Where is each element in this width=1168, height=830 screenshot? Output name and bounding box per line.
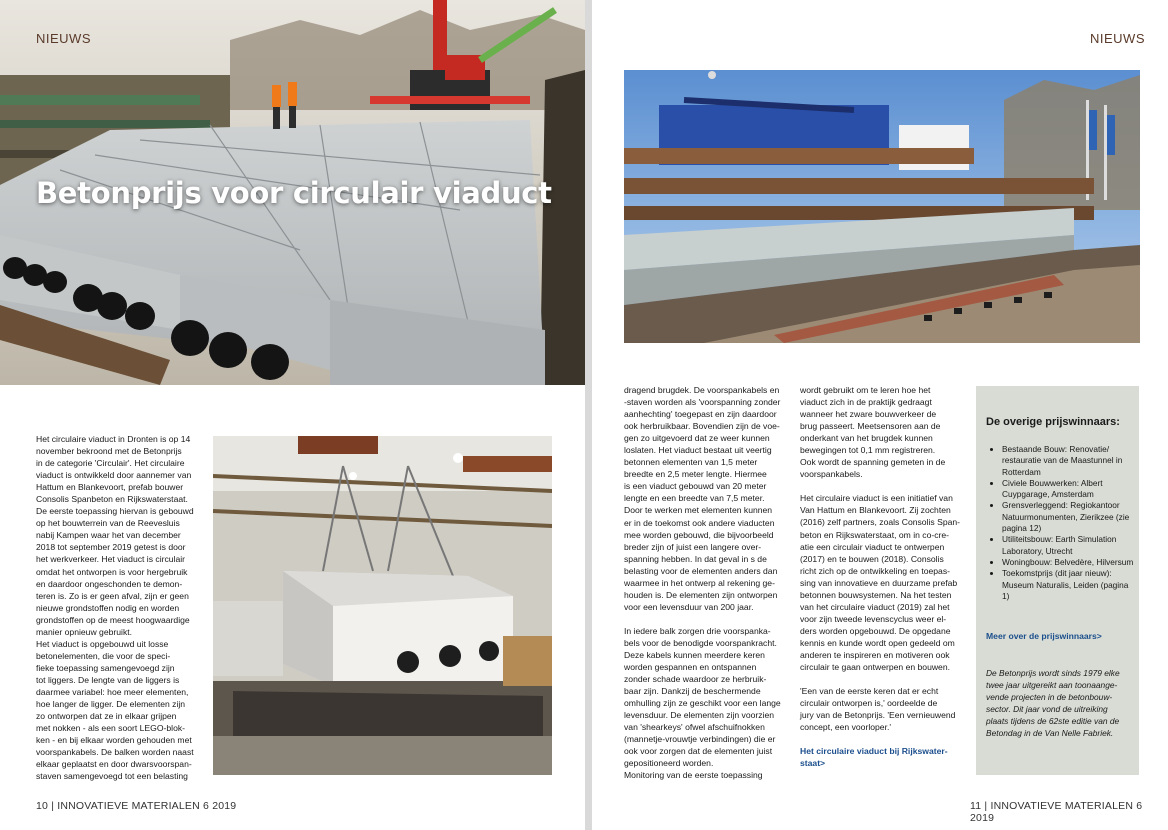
text-line: op het bouwterrein van de Reevesluis — [36, 518, 180, 529]
text-line: van het circulaire viaduct (2019) zal het — [800, 601, 950, 612]
text-line: (2017) en te bouwen (2018). Consolis — [800, 553, 944, 564]
text-line: lengte en een breedte van 7,5 meter. — [624, 493, 765, 504]
right-text-column-2 — [800, 384, 970, 769]
text-line: er in de toekomst ook andere viaducten — [624, 517, 775, 528]
text-line: Hattum en Blankevoort, prefab bouwer — [36, 482, 184, 493]
text-line: loslaten. Het viaduct bestaat uit veertig — [624, 445, 772, 456]
text-line: daarmee variabel: hoe meer elementen, — [36, 686, 189, 697]
rijkswaterstaat-link[interactable] — [800, 745, 970, 769]
text-line: met nokken - als een soort LEGO-blok- — [36, 723, 186, 734]
text-line: concept, een voorloper.' — [800, 722, 891, 733]
text-line: zo ontworpen dat ze in elkaar grijpen — [36, 711, 177, 722]
factory-element-illustration — [213, 436, 552, 775]
text-line: tot liggers. De lengte van de liggers is — [36, 674, 180, 685]
text-line: voor zijn tweede levenscyclus weer el- — [800, 613, 947, 624]
factory-lifting-photo — [213, 436, 552, 775]
text-line: voorspankabels. — [800, 469, 863, 480]
page-footer: 10 | INNOVATIEVE MATERIALEN 6 2019 — [36, 800, 237, 812]
left-text-column — [36, 433, 208, 782]
link-line[interactable]: staat> — [800, 758, 826, 769]
text-line: anderen te inspireren en motiveren ook — [800, 649, 950, 660]
winner-item: • Bestaande Bouw: Renovatie/ restauratie van de Maastunnel in Rotterdam — [1002, 444, 1134, 478]
text-line: sing van innovatieve en duurzame prefab — [800, 577, 958, 588]
text-line: voorspankabels. De balken worden naast — [36, 747, 194, 758]
betonprijs-note: De Betonprijs wordt sinds 1979 elke twee jaar uitgereikt aan toonaange-vende projecten in de betonbouw-sector. Dit jaar vond de uitreiking plaats tijdens de 62ste editie van de Betondag in de Van Nelle Fabriek. — [986, 668, 1120, 738]
text-line: betonelementen, die voor de speci- — [36, 650, 171, 661]
text-line: levensduur. De elementen zijn voorzien — [624, 710, 775, 721]
text-line: Van Hattum en Blankevoort. Zij zochten — [800, 505, 951, 516]
winner-item: • Toekomstprijs (dit jaar nieuw): Museum Naturalis, Leiden (pagina 1) — [1002, 568, 1134, 602]
link-line[interactable]: Het circulaire viaduct bij Rijkswater- — [800, 746, 948, 757]
text-line: waarmee in het ontwerp al rekening ge- — [624, 577, 775, 588]
more-winners-link[interactable]: Meer over de prijswinnaars> — [986, 631, 1102, 641]
text-line: van 'shearkeys' ofwel afschuifnokken — [624, 722, 765, 733]
text-line: aanhechting' toegepast en zijn daardoor — [624, 409, 777, 420]
text-line: De eerste toepassing hiervan is gebouwd — [36, 506, 194, 517]
text-line: hoe langer de ligger. De elementen zijn — [36, 699, 186, 710]
text-line: bels voor de benodigde voorspankracht. — [624, 637, 777, 648]
text-line: atie een circulair viaduct te ontwerpen — [800, 541, 945, 552]
text-line: zonder schade waardoor ze herbruik- — [624, 674, 767, 685]
text-line: Door te werken met elementen kunnen — [624, 505, 773, 516]
section-label: NIEUWS — [1090, 31, 1145, 46]
text-line: -staven worden als 'voorspanning zonder — [624, 397, 781, 408]
text-line: betonnen bouwsystemen. Na het testen — [800, 589, 952, 600]
text-line: brug passeert. Meetsensoren aan de — [800, 421, 941, 432]
text-line: viaduct zich in de praktijk gedraagt — [800, 397, 932, 408]
text-line: nabij Kampen waar het van december — [36, 530, 181, 541]
text-line: gen zo uitgevoerd dat ze weer kunnen — [624, 433, 770, 444]
text-line: Consolis Spanbeton en Rijkswaterstaat. — [36, 494, 188, 505]
text-line: Het circulaire viaduct is een initiatief van — [800, 493, 953, 504]
text-line: in de categorie 'Circulair'. Het circulaire — [36, 458, 185, 469]
text-line: grondstoffen op de meest hoogwaardige — [36, 614, 190, 625]
text-line: onderkant van het brugdek kunnen — [800, 433, 933, 444]
text-line: is een viaduct gebouwd van 20 meter — [624, 481, 767, 492]
text-line: breder zijn of juist een langere over- — [624, 541, 762, 552]
page-footer: 11 | INNOVATIEVE MATERIALEN 6 2019 — [970, 800, 1143, 824]
other-winners-sidebar — [976, 386, 1139, 775]
text-line: viaduct is ontwikkeld door aannemer van — [36, 470, 192, 481]
viaduct-truck-illustration — [624, 70, 1140, 343]
text-line: spanning hebben. In dat geval in s de — [624, 553, 767, 564]
text-line: breedte en 2,5 meter lengte. Hiermee — [624, 469, 767, 480]
text-line: In iedere balk zorgen drie voorspanka- — [624, 625, 771, 636]
text-line: manier opnieuw gebruikt. — [36, 626, 133, 637]
text-line: Deze kabels kunnen meerdere keren — [624, 649, 765, 660]
winner-item: • Grensverleggend: Regiokantoor Natuurmonumenten, Zierikzee (zie pagina 12) — [1002, 500, 1134, 534]
installed-viaduct-photo — [624, 70, 1140, 343]
text-line: bewegingen tot 0,1 mm registreren. — [800, 445, 936, 456]
text-line: ook herbruikbaar. Bovendien zijn de voe- — [624, 421, 780, 432]
text-line: circulair te gaan ontwerpen en bouwen. — [800, 662, 951, 673]
text-line: (2016) zelf partners, zoals Consolis Span- — [800, 517, 961, 528]
text-line: ook voor zorgen dat de elementen juist — [624, 746, 773, 757]
text-line: ken - en bij elkaar worden gehouden met — [36, 735, 192, 746]
winner-item: • Woningbouw: Belvedère, Hilversum — [1002, 557, 1134, 568]
text-line: betonnen elementen van 1,5 meter — [624, 457, 758, 468]
section-label: NIEUWS — [36, 31, 91, 46]
text-line: kennis en kunde wordt open gedeeld om — [800, 637, 955, 648]
text-line: richt zich op de ontwikkeling en toepas- — [800, 565, 950, 576]
winner-item: • Utiliteitsbouw: Earth Simulation Laboratory, Utrecht — [1002, 534, 1134, 557]
text-line: mee worden gebouwd, die bijvoorbeeld — [624, 529, 774, 540]
right-text-column-1 — [624, 384, 794, 782]
text-line: Ook wordt de spanning gemeten in de — [800, 457, 946, 468]
text-line: gepositioneerd worden. — [624, 758, 714, 769]
text-line: omdat het ontworpen is voor hergebruik — [36, 566, 188, 577]
text-line: wanneer het zware bouwverkeer de — [800, 409, 937, 420]
text-line: Monitoring van de eerste toepassing — [624, 770, 763, 781]
text-line: fieke toepassing samengevoegd zijn — [36, 662, 175, 673]
text-line: belasting voor de elementen anders dan — [624, 565, 778, 576]
winner-item: • Civiele Bouwwerken: Albert Cuypgarage, Amsterdam — [1002, 478, 1134, 501]
text-line: en daardoor ongeschonden te demon- — [36, 578, 183, 589]
text-line: Het circulaire viaduct in Dronten is op 14 — [36, 434, 191, 444]
sidebar-title: De overige prijswinnaars: — [986, 416, 1120, 428]
text-line: 'Een van de eerste keren dat er echt — [800, 686, 939, 697]
text-line: november bekroond met de Betonprijs — [36, 446, 182, 457]
text-line: ders worden opgebouwd. De opgedane — [800, 625, 951, 636]
text-line: dragend brugdek. De voorspankabels en — [624, 385, 780, 395]
winners-list — [986, 444, 1134, 602]
text-line: jury van de Betonprijs. 'Een vernieuwend — [800, 710, 956, 721]
text-line: Het viaduct is opgebouwd uit losse — [36, 638, 169, 649]
text-line: (mannetje-vrouwtje verbindingen) die er — [624, 734, 776, 745]
text-line: staven samengevoegd tot een belasting — [36, 771, 188, 782]
text-line: het werkverkeer. Het viaduct is circulair — [36, 554, 186, 565]
text-line: baar zijn. Dankzij de beschermende — [624, 686, 761, 697]
text-line: circulair ontworpen is,' oordeelde de — [800, 698, 938, 709]
text-line: 2018 tot september 2019 getest is door — [36, 542, 186, 553]
text-line: worden gespannen en ontspannen — [624, 662, 757, 673]
text-line: voor een levensduur van 200 jaar. — [624, 601, 754, 612]
text-line: wordt gebruikt om te leren hoe het — [800, 385, 931, 395]
text-line: omhulling zijn ze geschikt voor een lange — [624, 698, 781, 709]
text-line: nieuwe grondstoffen nodig en worden — [36, 602, 180, 613]
right-page — [592, 0, 1168, 830]
text-line: teren is. Zo is er geen afval, zijn er geen — [36, 590, 189, 601]
text-line: houden is. De elementen zijn ontworpen — [624, 589, 778, 600]
text-line: beton en Rijkswaterstaat, om in co-cre- — [800, 529, 950, 540]
article-headline: Betonprijs voor circulair viaduct — [36, 176, 552, 210]
text-line: elkaar geplaatst en door dwarsvoorspan- — [36, 759, 192, 770]
